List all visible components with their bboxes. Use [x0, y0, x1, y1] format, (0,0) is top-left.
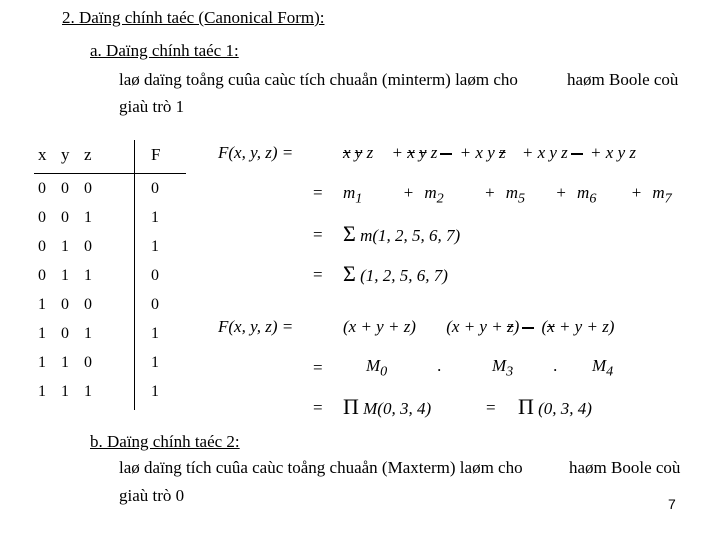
table-cell: 1: [84, 383, 92, 400]
table-cell: 1: [61, 238, 69, 255]
sigma-symbol: Σ: [343, 261, 356, 286]
table-cell: 1: [151, 238, 159, 255]
table-cell: 0: [38, 180, 46, 197]
subsection-a-line1-tail: haøm Boole coù: [567, 70, 679, 89]
table-cell: 0: [38, 238, 46, 255]
table-cell: 1: [151, 209, 159, 226]
table-cell: 0: [84, 180, 92, 197]
table-cell: 1: [38, 325, 46, 342]
table-cell: 1: [151, 354, 159, 371]
maxterm-M0: $M_0$: [366, 356, 388, 380]
pos-term-2: (x + y + z): [446, 317, 520, 336]
pos-eq-1: =: [313, 358, 323, 377]
table-cell: 1: [38, 354, 46, 371]
subsection-b-line2: giaù trò 0: [119, 486, 185, 505]
sop-sigma-short: Σ (1, 2, 5, 6, 7): [343, 261, 448, 286]
pos-term-1: (x + y + z): [343, 317, 416, 336]
table-cell: 0: [84, 354, 92, 371]
sop-term-5: + x y z: [590, 143, 636, 162]
table-cell: 0: [38, 267, 46, 284]
subsection-b-heading: b. Daïng chính taéc 2:: [90, 432, 240, 451]
table-cell: 0: [151, 267, 159, 284]
table-header-f: F: [151, 145, 161, 164]
table-header-z: z: [84, 145, 92, 164]
maxterm-M4: $M_4$: [592, 356, 614, 380]
table-cell: 0: [38, 209, 46, 226]
table-cell: 1: [84, 267, 92, 284]
sop-term-4: + x y z: [521, 143, 568, 162]
table-cell: 1: [61, 354, 69, 371]
subsection-a-line2: giaù trò 1: [119, 97, 185, 116]
sop-sigma-m: Σ m(1, 2, 5, 6, 7): [343, 221, 461, 246]
table-header-y: y: [61, 145, 70, 164]
table-cell: 0: [84, 296, 92, 313]
table-cell: 1: [61, 383, 69, 400]
sop-term-2: + x y z: [391, 143, 438, 162]
table-divider-horizontal: [34, 173, 186, 174]
table-cell: 0: [61, 180, 69, 197]
sop-lhs: F(x, y, z) =: [218, 143, 294, 162]
table-divider-vertical: [134, 140, 135, 410]
pi-symbol: Π: [518, 394, 534, 419]
table-cell: 0: [84, 238, 92, 255]
pos-eq-3: =: [486, 398, 496, 417]
pos-term-3: (x + y + z): [541, 317, 615, 336]
table-cell: 1: [61, 267, 69, 284]
table-cell: 0: [151, 180, 159, 197]
sop-expansion: [343, 143, 636, 163]
pos-pi-M: Π M(0, 3, 4): [343, 394, 432, 419]
dash-mark: [440, 153, 452, 155]
sop-term-3: + x y z: [459, 143, 506, 162]
sop-term-1: x y z: [343, 143, 374, 162]
minterm-m7: $m_7$: [652, 183, 672, 207]
table-cell: 1: [38, 383, 46, 400]
pos-expansion: [343, 317, 614, 337]
table-cell: 0: [61, 325, 69, 342]
minterm-m6: $m_6$: [577, 183, 597, 207]
section-heading: 2. Daïng chính taéc (Canonical Form):: [62, 8, 325, 27]
subsection-b-line1-tail: haøm Boole coù: [569, 458, 681, 477]
dash-mark: [571, 153, 583, 155]
minterm-m1: $m_1$: [343, 183, 363, 207]
pos-lhs: F(x, y, z) =: [218, 317, 294, 336]
truth-table: [34, 140, 186, 410]
table-cell: 1: [151, 383, 159, 400]
maxterm-M3: $M_3$: [492, 356, 514, 380]
table-cell: 0: [61, 209, 69, 226]
table-cell: 1: [84, 209, 92, 226]
sop-eq-2: =: [313, 225, 323, 244]
page-number: 7: [668, 496, 676, 512]
subsection-a-heading: a. Daïng chính taéc 1:: [90, 41, 239, 60]
sop-eq-1: =: [313, 183, 323, 202]
dash-mark: [522, 327, 534, 329]
table-cell: 1: [151, 325, 159, 342]
subsection-b-line1: laø daïng tích cuûa caùc toång chuaån (Maxterm) laøm cho: [119, 458, 523, 477]
table-cell: 0: [151, 296, 159, 313]
minterm-m5: $m_5$: [505, 183, 526, 207]
sigma-symbol: Σ: [343, 221, 356, 246]
pos-pi-short: Π (0, 3, 4): [518, 394, 592, 419]
table-cell: 1: [84, 325, 92, 342]
sop-eq-3: =: [313, 265, 323, 284]
minterm-m2: $m_2$: [424, 183, 444, 207]
sop-minterms: $m_1 + m_2 + m_5 + m_6 + m_7$: [343, 183, 672, 207]
pos-eq-2: =: [313, 398, 323, 417]
table-header-x: x: [38, 145, 47, 164]
pos-maxterms: $M_0$ . $M_3$ . $M_4$: [366, 356, 614, 380]
table-cell: 0: [61, 296, 69, 313]
subsection-a-line1: laø daïng toång cuûa caùc tích chuaån (minterm) laøm cho: [119, 70, 518, 89]
table-cell: 1: [38, 296, 46, 313]
pi-symbol: Π: [343, 394, 359, 419]
